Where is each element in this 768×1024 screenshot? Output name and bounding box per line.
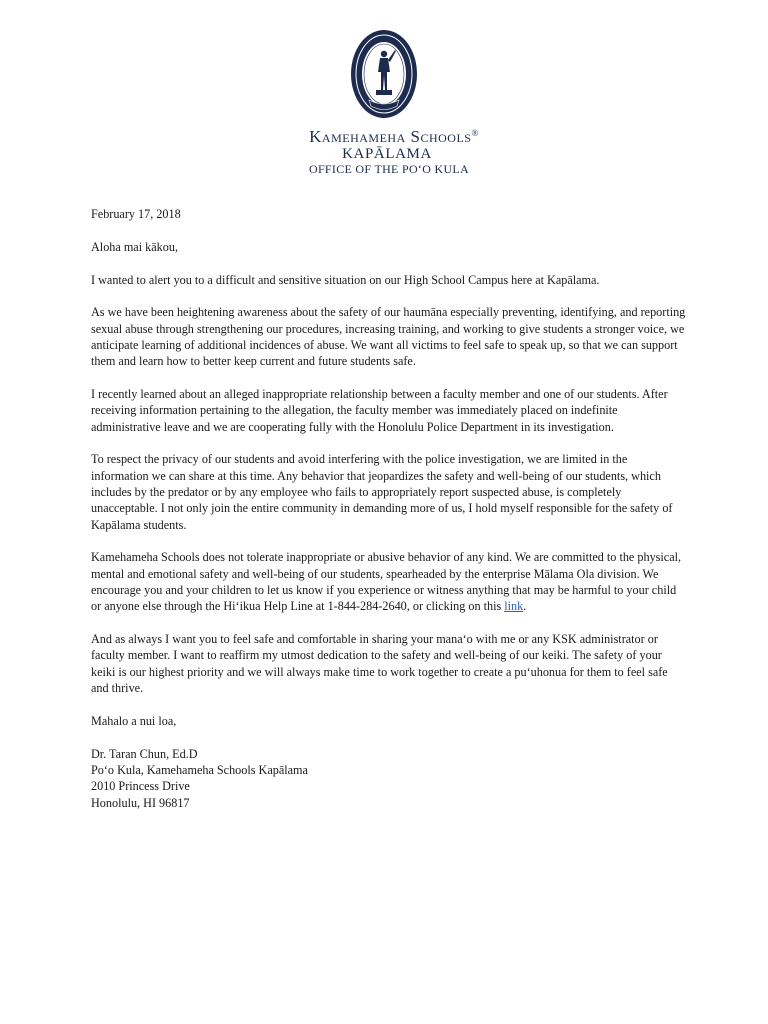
help-line-end: .: [523, 599, 527, 614]
letterhead: [0, 28, 768, 176]
letter-body: [91, 206, 687, 811]
office-name: OFFICE OF THE PO‘O KULA: [308, 162, 470, 176]
paragraph-privacy: To respect the privacy of our students and avoid interfering with the police investigation, we are limited in the information we can share at this time. Any behavior that jeopardizes the safety and well-being of our students, which includes by the predator or by any employee who fails to appropriately report suspected abuse, is completely unacceptable. I not only join the entire community in demanding more of us, I hold myself responsible for the safety of Kapālama students.: [91, 452, 673, 532]
help-line-text: Kamehameha Schools does not tolerate inappropriate or abusive behavior of any kind. We are committed to the physical, mental and emotional safety and well-being of our students, spearheaded by the enterprise Mālama Ola division. We encourage you and your children to let us know if you experience or witness anything that may be harmful to your child or anyone else through the Hi‘ikua Help Line at 1-844-284-2640, or clicking on this: [91, 550, 682, 614]
signature-street: 2010 Princess Drive: [91, 779, 190, 794]
signature-city: Honolulu, HI 96817: [91, 795, 190, 810]
school-seal-logo: [349, 28, 419, 120]
paragraph-help-line: [91, 549, 687, 614]
letter-salutation: Aloha mai kākou,: [91, 239, 178, 254]
school-name: [0, 124, 768, 146]
signature-title: Po‘o Kula, Kamehameha Schools Kapālama: [91, 762, 308, 777]
school-name-text: Kamehameha Schools: [309, 127, 472, 146]
paragraph-closing: And as always I want you to feel safe and comfortable in sharing your mana‘o with me or any KSK administrator or faculty member. I want to reaffirm my utmost dedication to the safety and well-being of our keiki. The safety of your keiki is our highest priority and we will always make time to work together to create a pu‘uhonua for them to feel safe and thrive.: [91, 632, 668, 696]
campus-name: KAPĀLAMA: [342, 146, 432, 162]
paragraph-allegation: I recently learned about an alleged inappropriate relationship between a faculty member and one of our students. After receiving information pertaining to the allegation, the faculty member was immediately placed on indefinite administrative leave and we are cooperating fully with the Honolulu Police Department in its investigation.: [91, 387, 668, 434]
letter-signoff: Mahalo a nui loa,: [91, 713, 177, 728]
registered-mark: ®: [471, 128, 479, 138]
help-line-link[interactable]: link: [504, 599, 524, 614]
paragraph-awareness: As we have been heightening awareness about the safety of our haumāna especially preventing, identifying, and reporting sexual abuse through strengthening our procedures, increasing training, and working to give students a stronger voice, we anticipate learning of additional incidences of abuse. We want all victims to feel safe to speak up, so that we can support them and learn how to better keep current and future students safe.: [91, 305, 686, 369]
letter-date: February 17, 2018: [91, 207, 181, 221]
signature-name: Dr. Taran Chun, Ed.D: [91, 746, 198, 761]
signature-block: [91, 746, 687, 811]
paragraph-alert: I wanted to alert you to a difficult and sensitive situation on our High School Campus here at Kapālama.: [91, 272, 600, 287]
